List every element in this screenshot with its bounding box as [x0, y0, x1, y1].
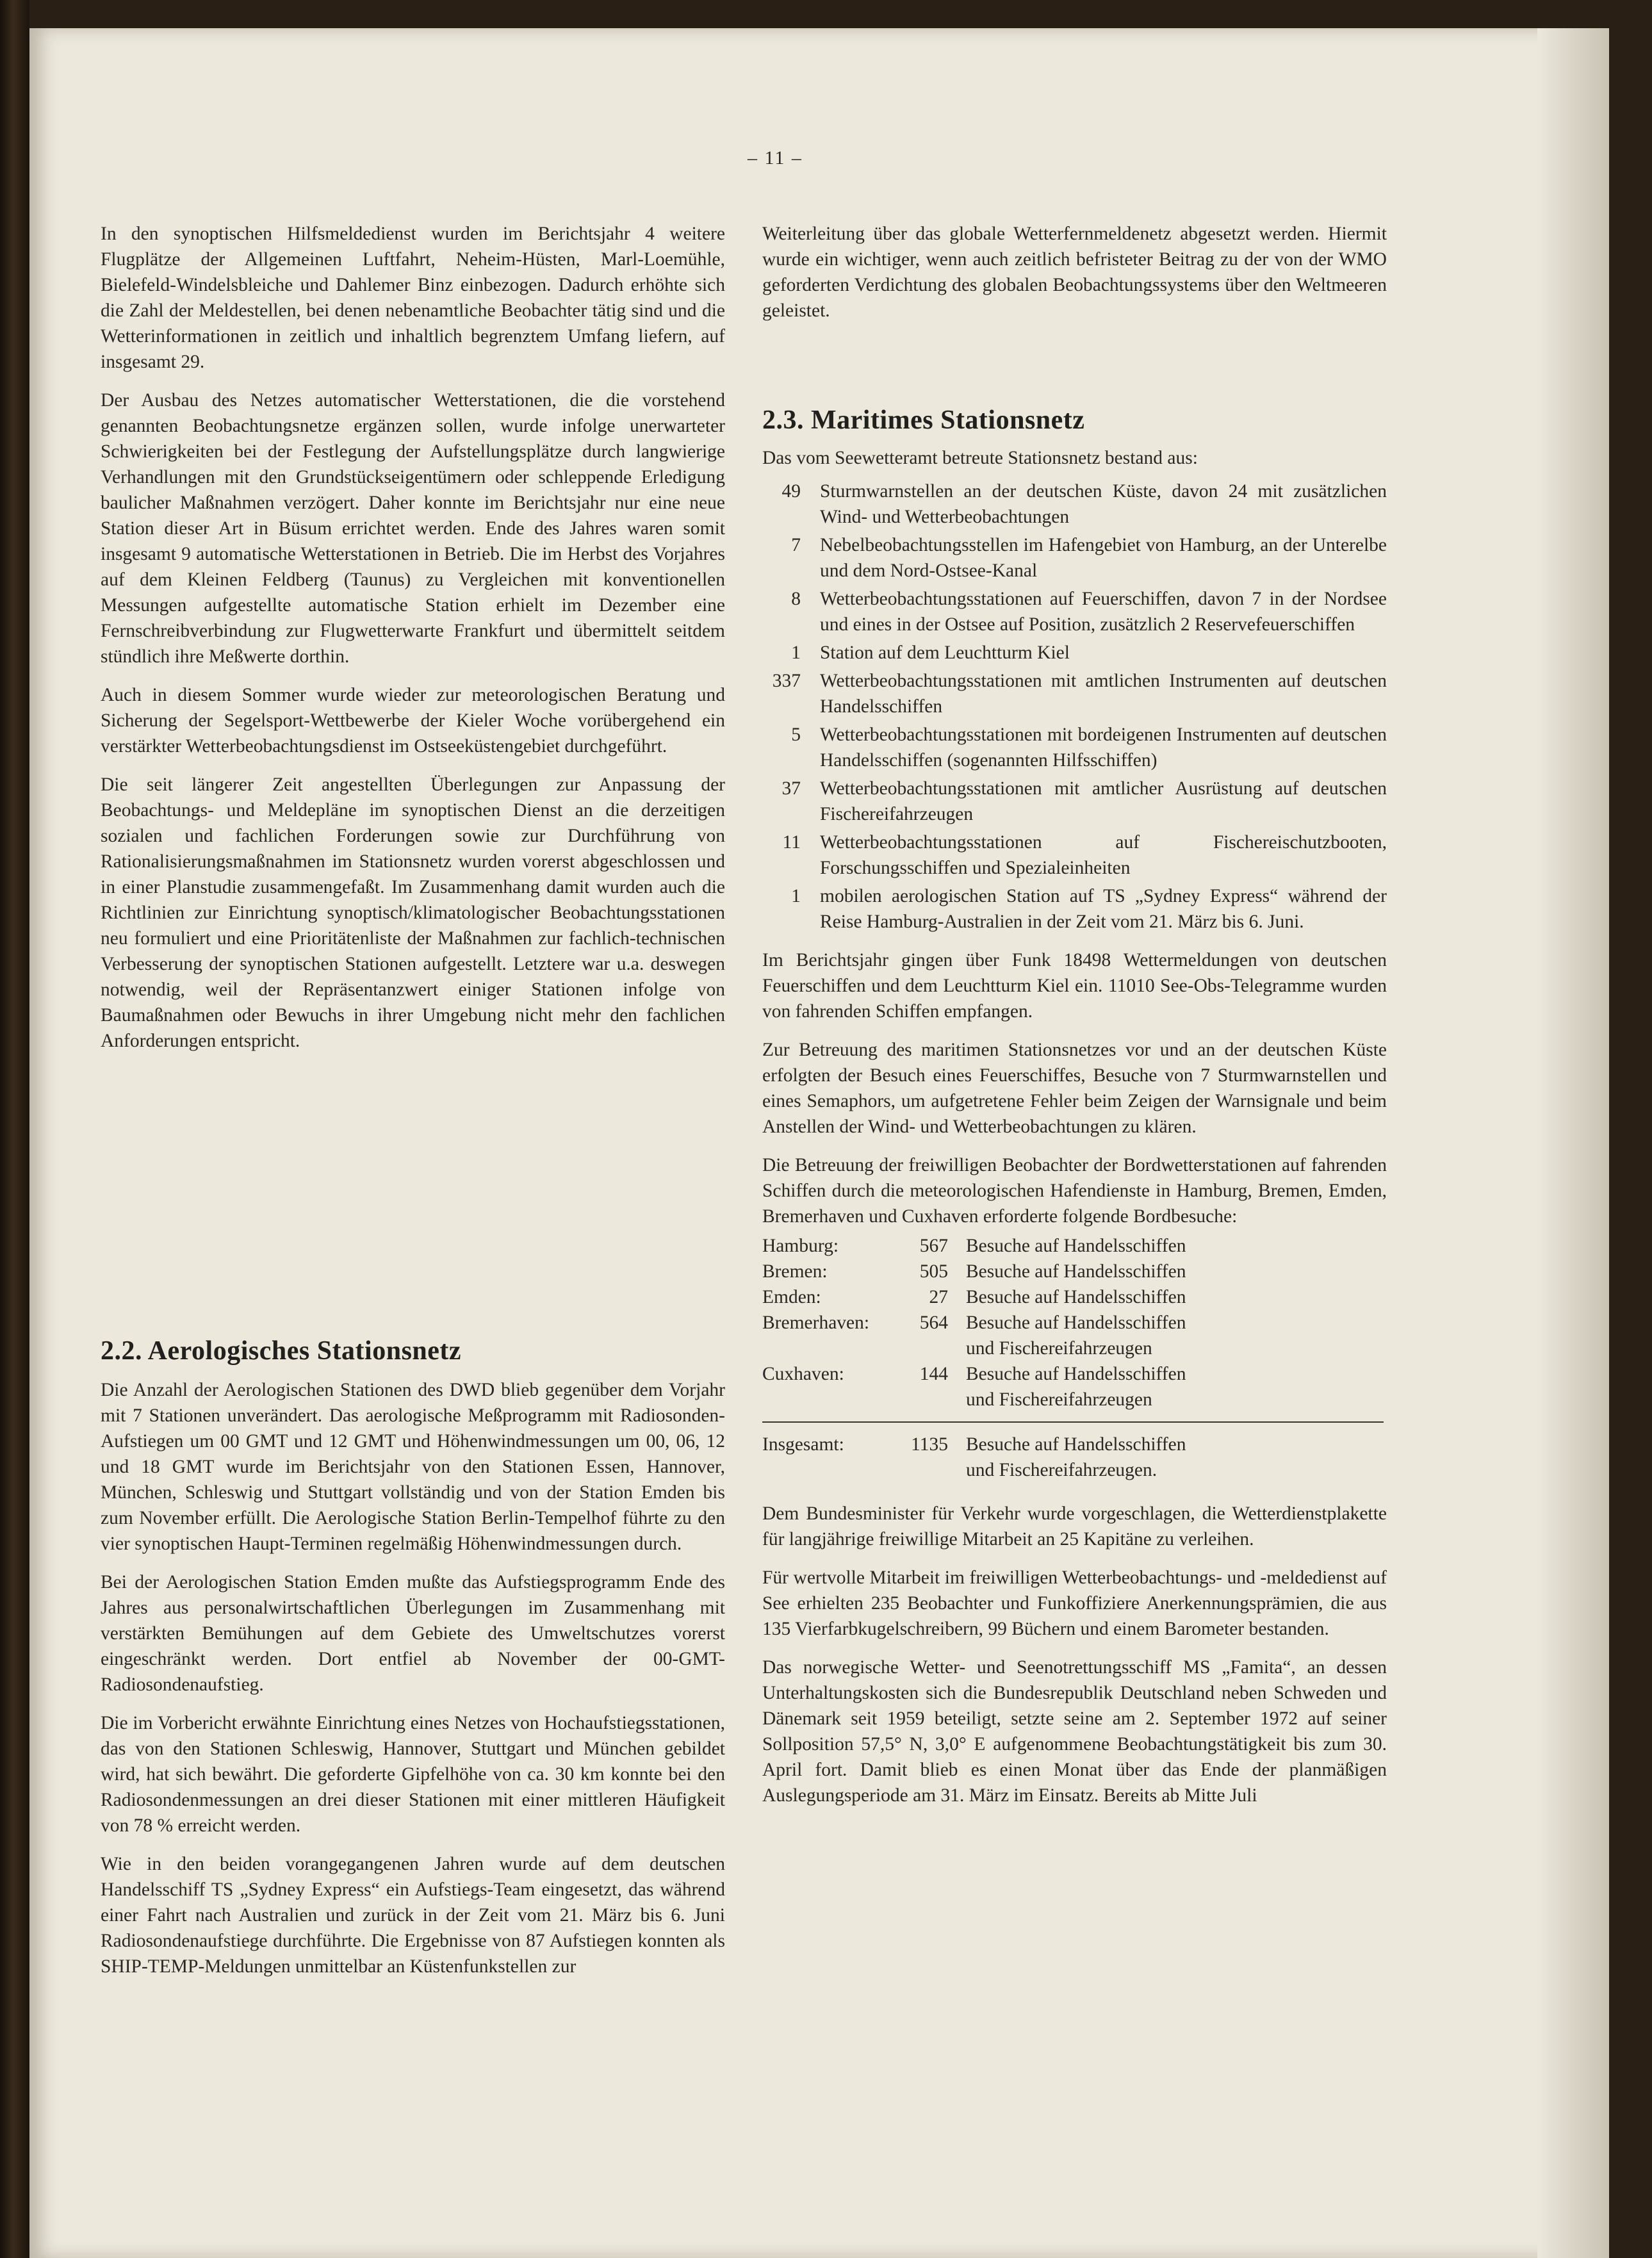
station-count: 1 [791, 642, 801, 663]
section-heading-aerologisch: 2.2. Aerologisches Stationsnetz [101, 1336, 462, 1366]
visit-desc: Besuche auf Handelsschiffen [966, 1261, 1186, 1282]
visit-desc: Besuche auf Handelsschiffen [966, 1287, 1186, 1307]
paragraph: Die seit längerer Zeit angestellten Überlegungen zur Anpassung der Beobachtungs- und Meldepläne im synoptischen Dienst an die derzeitigen sozialen und fachlichen Forderungen sowie zur Durchführung von Rationalisierungsmaßnahmen im Stationsnetz wurden vorerst abgeschlossen und in einer Planstudie zusammengefaßt. Im Zusammenhang damit wurden auch die Richtlinien zur Einrichtung synoptisch/klimatologischer Beobachtungsstationen neu formuliert und eine Prioritätenliste der Maßnahmen zur fachlich-technischen Verbesserung der synoptischen Stationen aufgestellt. Letztere war u.a. deswegen notwendig, weil der Repräsentanzwert einiger Stationen infolge von Baumaßnahmen oder Bewuchs in ihrer Umgebung nicht mehr den fachlichen Anforderungen entspricht. [101, 774, 725, 1051]
table-divider [762, 1421, 1384, 1423]
paragraph: Das norwegische Wetter- und Seenotrettungsschiff MS „Famita“, an dessen Unterhaltungskosten sich die Bundesrepublik Deutschland neben Schweden und Dänemark seit 1959 beteiligt, setzte seine am 2. September 1972 auf seiner Sollposition 57,5° N, 3,0° E aufgenommene Beobachtungstätigkeit bis zum 30. April fort. Damit blieb es einen Monat über das Ende der planmäßigen Auslegungsperiode am 31. März im Einsatz. Bereits ab Mitte Juli [762, 1657, 1387, 1806]
station-desc: Sturmwarnstellen an der deutschen Küste, davon 24 mit zusätzlichen Wind- und Wetterbeobachtungen [820, 481, 1387, 527]
paragraph: Zur Betreuung des maritimen Stationsnetzes vor und an der deutschen Küste erfolgten der Besuch eines Feuerschiffes, Besuche von 7 Sturmwarnstellen und eines Semaphors, um aufgetretene Fehler beim Zeigen der Warnsignale und beim Anstellen der Wind- und Wetterbeobachtungen zu klären. [762, 1040, 1387, 1137]
port-name: Bremerhaven: [762, 1313, 870, 1333]
visit-count [897, 1336, 966, 1361]
visit-count [897, 1387, 966, 1412]
page-edge [1537, 28, 1609, 2258]
station-desc: Wetterbeobachtungsstationen auf Feuerschiffen, davon 7 in der Nordsee und eines in der Ostsee auf Position, zusätzlich 2 Reservefeuerschiffen [820, 589, 1387, 635]
table-row [762, 1259, 1387, 1284]
visit-desc: Besuche auf Handelsschiffen [966, 1434, 1186, 1455]
station-desc: Wetterbeobachtungsstationen mit bordeigenen Instrumenten auf deutschen Handelsschiffen (sogenannten Hilfsschiffen) [820, 724, 1387, 771]
visit-desc: Besuche auf Handelsschiffen [966, 1313, 1186, 1333]
visit-count: 144 [919, 1364, 948, 1384]
station-desc: Station auf dem Leuchtturm Kiel [820, 642, 1070, 663]
port-name: Bremen: [762, 1261, 828, 1282]
list-item [762, 830, 1387, 881]
station-desc: Wetterbeobachtungsstationen mit amtlicher Ausrüstung auf deutschen Fischereifahrzeugen [820, 778, 1387, 824]
paragraph: Das vom Seewetteramt betreute Stationsnetz bestand aus: [762, 448, 1198, 468]
port-name: Cuxhaven: [762, 1364, 844, 1384]
list-item [762, 776, 1387, 827]
paragraph: Dem Bundesminister für Verkehr wurde vorgeschlagen, die Wetterdienstplakette für langjährige freiwillige Mitarbeit an 25 Kapitäne zu verleihen. [762, 1503, 1387, 1550]
list-item [762, 668, 1387, 719]
visit-desc: und Fischereifahrzeugen [966, 1389, 1152, 1410]
visit-desc: und Fischereifahrzeugen [966, 1338, 1152, 1359]
list-item [762, 586, 1387, 637]
paragraph: Der Ausbau des Netzes automatischer Wetterstationen, die die vorstehend genannten Beobachtungsnetze ergänzen sollen, wurde infolge unerwarteter Schwierigkeiten bei der Festlegung der Aufstellungsplätze durch langwierige Verhandlungen mit den Grundstückseigentümern oder schleppende Erledigung baulicher Maßnahmen verzögert. Daher konnte im Berichtsjahr nur eine neue Station dieser Art in Büsum errichtet werden. Ende des Jahres waren somit insgesamt 9 automatische Wetterstationen in Betrieb. Die im Herbst des Vorjahres auf dem Kleinen Feldberg (Taunus) zu Vergleichen mit konventionellen Messungen aufgestellte automatische Station erhielt im Dezember eine Fernschreibverbindung zur Flugwetterwarte Frankfurt und übermittelt seitdem stündlich ihre Meßwerte dorthin. [101, 390, 725, 667]
visit-desc: Besuche auf Handelsschiffen [966, 1364, 1186, 1384]
paragraph: Wie in den beiden vorangegangenen Jahren wurde auf dem deutschen Handelsschiff TS „Sydney Express“ ein Aufstiegs-Team eingesetzt, das während einer Fahrt nach Australien und zurück in der Zeit vom 21. März bis 6. Juni Radiosondenaufstiege durchführte. Die Ergebnisse von 87 Aufstiegen konnten als SHIP-TEMP-Meldungen unmittelbar an Küstenfunkstellen zur [101, 1854, 725, 1977]
port-name [762, 1387, 897, 1412]
visit-count: 567 [919, 1236, 948, 1256]
maritime-section-body [762, 445, 1387, 1821]
list-item [762, 479, 1387, 530]
visits-table [762, 1233, 1387, 1483]
table-row [762, 1233, 1387, 1259]
table-row [762, 1361, 1387, 1387]
port-name [762, 1336, 897, 1361]
table-total-row [762, 1432, 1387, 1457]
station-count: 49 [781, 481, 801, 502]
station-desc: mobilen aerologischen Station auf TS „Sydney Express“ während der Reise Hamburg-Australien in der Zeit vom 21. März bis 6. Juni. [820, 886, 1387, 932]
station-desc: Nebelbeobachtungsstellen im Hafengebiet von Hamburg, an der Unterelbe und dem Nord-Ostsee-Kanal [820, 535, 1387, 581]
list-item [762, 532, 1387, 584]
page-number: – 11 – [748, 147, 803, 168]
table-row [762, 1387, 1387, 1412]
section-heading-maritim: 2.3. Maritimes Stationsnetz [762, 405, 1085, 435]
table-row [762, 1284, 1387, 1310]
visit-desc: und Fischereifahrzeugen. [966, 1460, 1157, 1480]
visit-count: 1135 [911, 1434, 948, 1455]
aero-section-body [101, 1377, 725, 1992]
right-column-intro [762, 221, 1387, 336]
station-count: 337 [772, 671, 801, 691]
port-name [762, 1457, 897, 1483]
visit-count: 564 [919, 1313, 948, 1333]
list-item [762, 640, 1387, 666]
table-row [762, 1310, 1387, 1336]
station-count: 11 [782, 832, 801, 853]
book-spine [0, 0, 29, 2258]
station-list [762, 479, 1387, 935]
port-name: Hamburg: [762, 1236, 839, 1256]
list-item [762, 883, 1387, 935]
paragraph: Die im Vorbericht erwähnte Einrichtung eines Netzes von Hochaufstiegsstationen, das von den Stationen Schleswig, Hannover, Stuttgart und München gebildet wird, hat sich bewährt. Die geforderte Gipfelhöhe von ca. 30 km konnte bei den Radiosondenmessungen an drei dieser Stationen mit einer mittleren Häufigkeit von 78 % erreicht werden. [101, 1713, 725, 1836]
station-count: 8 [791, 589, 801, 609]
paragraph: In den synoptischen Hilfsmeldedienst wurden im Berichtsjahr 4 weitere Flugplätze der Allgemeinen Luftfahrt, Neheim-Hüsten, Marl-Loemühle, Bielefeld-Windelsbleiche und Dahlemer Binz einbezogen. Dadurch erhöhte sich die Zahl der Meldestellen, bei denen nebenamtliche Beobachter tätig sind und die Wetterinformationen in zeitlich und inhaltlich begrenztem Umfang liefern, auf insgesamt 29. [101, 224, 725, 372]
left-column [101, 221, 725, 1067]
station-count: 5 [791, 724, 801, 745]
paragraph: Auch in diesem Sommer wurde wieder zur meteorologischen Beratung und Sicherung der Segelsport-Wettbewerbe der Kieler Woche vorübergehend ein verstärkter Wetterbeobachtungsdienst im Ostseeküstengebiet durchgeführt. [101, 685, 725, 757]
station-count: 37 [781, 778, 801, 799]
paragraph: Die Betreuung der freiwilligen Beobachter der Bordwetterstationen auf fahrenden Schiffen durch die meteorologischen Hafendienste in Hamburg, Bremen, Emden, Bremerhaven und Cuxhaven erforderte folgende Bordbesuche: [762, 1155, 1387, 1227]
list-item [762, 722, 1387, 773]
visit-desc: Besuche auf Handelsschiffen [966, 1236, 1186, 1256]
station-count: 1 [791, 886, 801, 906]
port-name: Insgesamt: [762, 1434, 844, 1455]
table-total-row [762, 1457, 1387, 1483]
paragraph: Bei der Aerologischen Station Emden mußte das Aufstiegsprogramm Ende des Jahres aus personalwirtschaftlichen Überlegungen im Zusammenhang mit verstärkten Bemühungen auf dem Gebiete des Umweltschutzes vorerst eingeschränkt werden. Dort entfiel ab November der 00-GMT-Radiosondenaufstieg. [101, 1572, 725, 1695]
paragraph: Im Berichtsjahr gingen über Funk 18498 Wettermeldungen von deutschen Feuerschiffen und dem Leuchtturm Kiel ein. 11010 See-Obs-Telegramme wurden von fahrenden Schiffen empfangen. [762, 950, 1387, 1022]
visit-count [897, 1457, 966, 1483]
visit-count: 505 [919, 1261, 948, 1282]
visit-count: 27 [929, 1287, 948, 1307]
station-count: 7 [791, 535, 801, 555]
table-row [762, 1336, 1387, 1361]
paragraph: Weiterleitung über das globale Wetterfernmeldenetz abgesetzt werden. Hiermit wurde ein wichtiger, wenn auch zeitlich befristeter Beitrag zu der von der WMO geforderten Verdichtung des globalen Beobachtungssystems über den Weltmeeren geleistet. [762, 224, 1387, 321]
port-name: Emden: [762, 1287, 821, 1307]
paragraph: Für wertvolle Mitarbeit im freiwilligen Wetterbeobachtungs- und -meldedienst auf See erhielten 235 Beobachter und Funkoffiziere Anerkennungsprämien, die aus 135 Vierfarbkugelschreibern, 99 Büchern und einem Barometer bestanden. [762, 1567, 1387, 1639]
station-desc: Wetterbeobachtungsstationen auf Fischereischutzbooten, Forschungsschiffen und Spezialeinheiten [820, 832, 1387, 878]
station-desc: Wetterbeobachtungsstationen mit amtlichen Instrumenten auf deutschen Handelsschiffen [820, 671, 1387, 717]
paragraph: Die Anzahl der Aerologischen Stationen des DWD blieb gegenüber dem Vorjahr mit 7 Stationen unverändert. Das aerologische Meßprogramm mit Radiosonden-Aufstiegen um 00 GMT und 12 GMT und Höhenwindmessungen um 00, 06, 12 und 18 GMT wurde im Berichtsjahr von den Stationen Essen, Hannover, München, Schleswig und Stuttgart vollständig und von der Station Emden bis zum November erfüllt. Die Aerologische Station Berlin-Tempelhof führte zu den vier synoptischen Haupt-Terminen regelmäßig Höhenwindmessungen durch. [101, 1380, 725, 1554]
